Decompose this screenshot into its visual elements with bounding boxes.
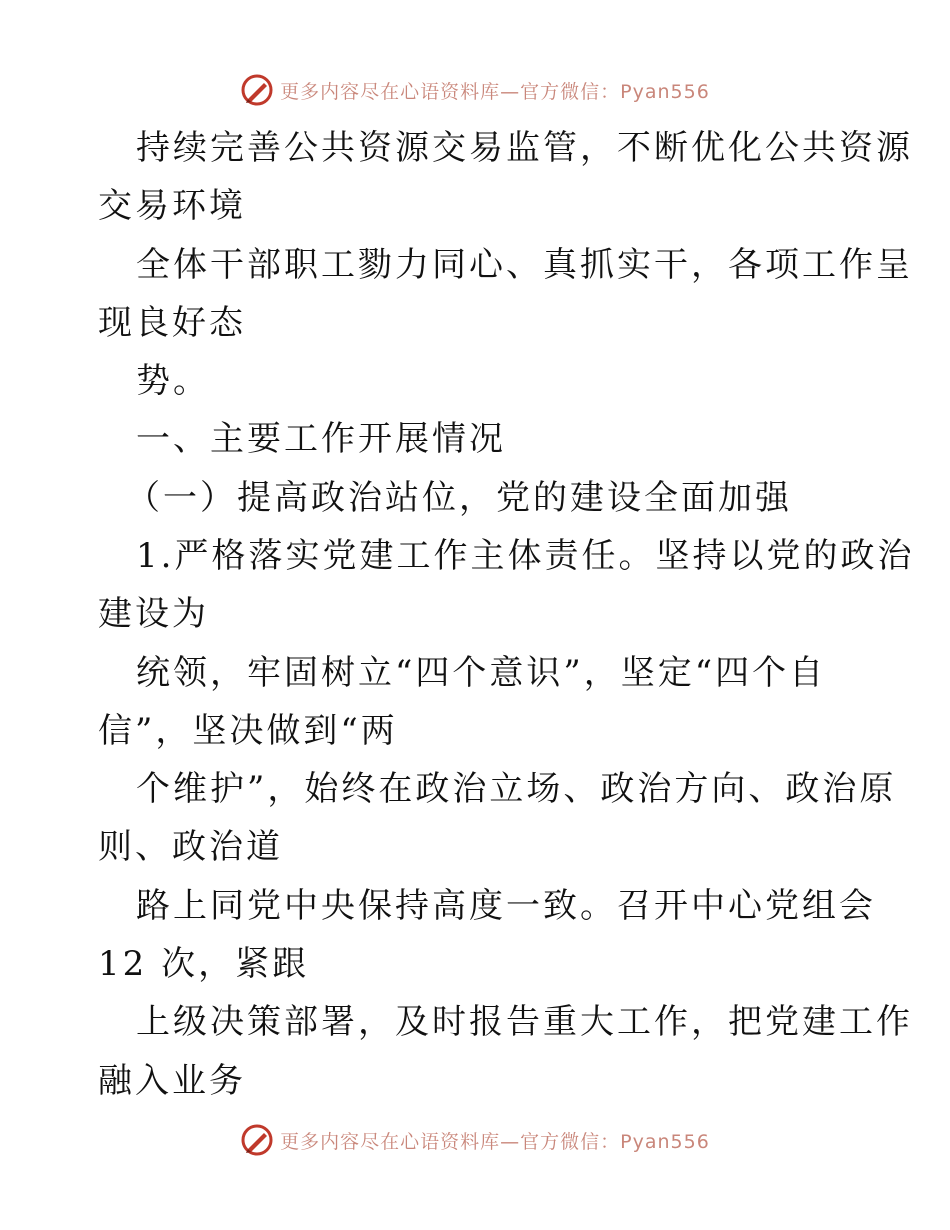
text-line: 则、政治道 [98, 827, 283, 867]
text-line: 上级决策部署，及时报告重大工作，把党建工作 [136, 1002, 913, 1042]
text-line: 路上同党中央保持高度一致。召开中心党组会 [136, 886, 876, 926]
text-line: 势。 [136, 361, 210, 401]
text-line: 交易环境 [98, 186, 246, 226]
text-line: 持续完善公共资源交易监管，不断优化公共资源 [136, 128, 913, 168]
footer-watermark [0, 1120, 950, 1160]
section-heading: 一、主要工作开展情况 [136, 419, 506, 459]
watermark-text: 更多内容尽在心语资料库—官方微信：Pyan556 [280, 1130, 710, 1153]
watermark-text: 更多内容尽在心语资料库—官方微信：Pyan556 [280, 80, 710, 103]
text-line: 融入业务 [98, 1061, 246, 1101]
text-line: 信”，坚决做到“两 [98, 711, 398, 751]
subsection-heading: （一）提高政治站位，党的建设全面加强 [126, 478, 792, 518]
header-watermark [0, 70, 950, 110]
text-line: 现良好态 [98, 303, 246, 343]
pen-logo-icon [240, 73, 274, 107]
text-line: 统领，牢固树立“四个意识”，坚定“四个自 [136, 653, 827, 693]
text-line: 12 次，紧跟 [98, 944, 310, 984]
text-line: 建设为 [98, 594, 209, 634]
text-line: 1.严格落实党建工作主体责任。坚持以党的政治 [136, 536, 915, 576]
text-line: 全体干部职工勠力同心、真抓实干，各项工作呈 [136, 245, 913, 285]
text-line: 个维护”，始终在政治立场、政治方向、政治原 [136, 769, 897, 809]
pen-logo-icon [240, 1123, 274, 1157]
